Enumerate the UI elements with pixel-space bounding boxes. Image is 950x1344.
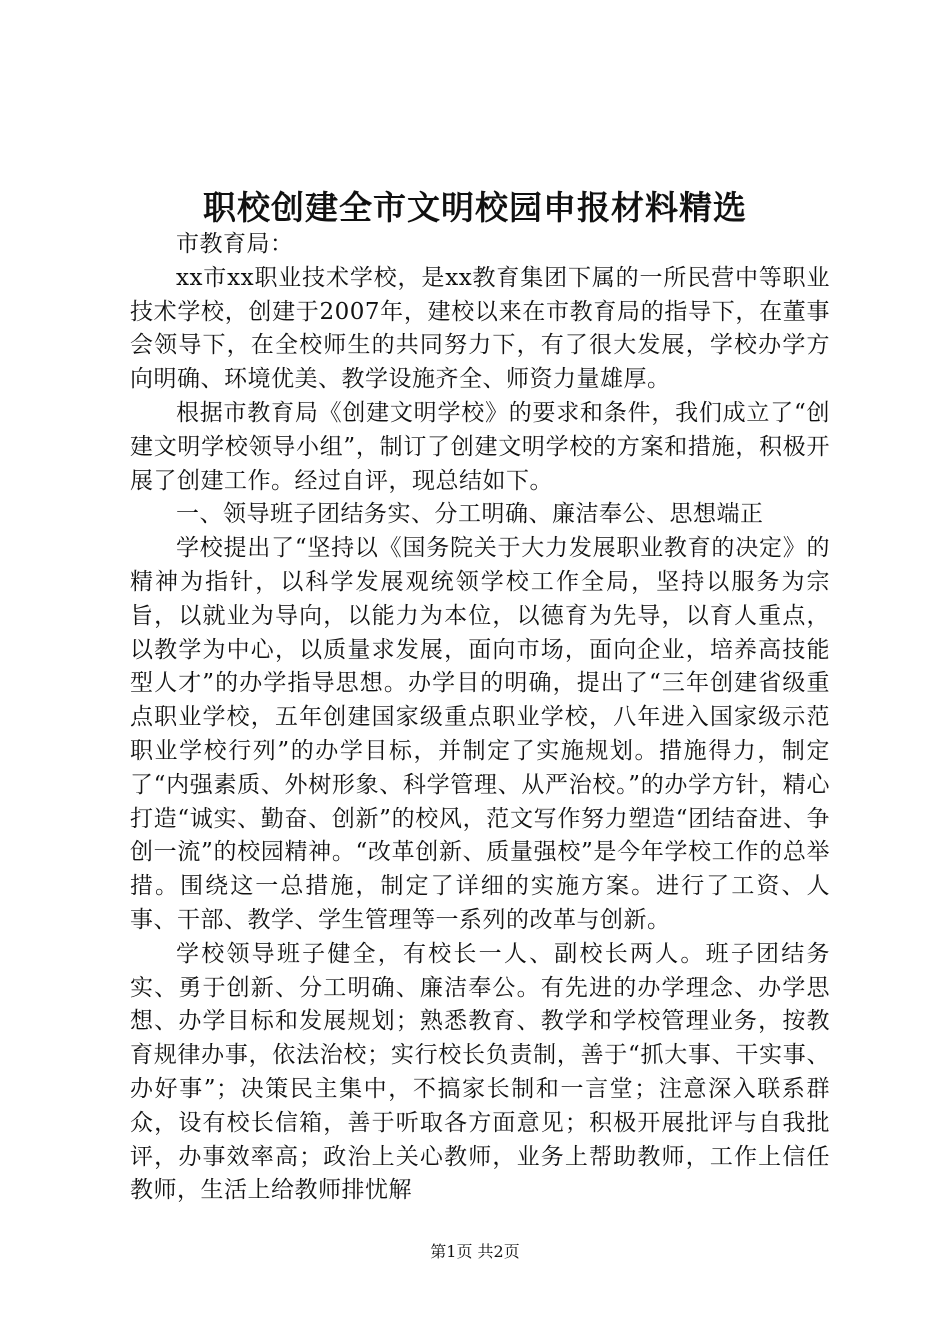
paragraph: xx市xx职业技术学校，是xx教育集团下属的一所民营中等职业技术学校，创建于2007年，建校以来在市教育局的指导下，在董事会领导下，在全校师生的共同努力下，有了很大发展，学校办学方向明确、环境优美、教学设施齐全、师资力量雄厚。 xyxy=(130,264,830,393)
paragraph: 学校领导班子健全，有校长一人、副校长两人。班子团结务实、勇于创新、分工明确、廉洁奉公。有先进的办学理念、办学思想、办学目标和发展规划；熟悉教育、教学和学校管理业务，按教育规律办事，依法治校；实行校长负责制，善于“抓大事、干实事、办好事”；决策民主集中，不搞家长制和一言堂；注意深入联系群众，设有校长信箱，善于听取各方面意见；积极开展批评与自我批评，办事效率高；政治上关心教师，业务上帮助教师，工作上信任教师，生活上给教师排忧解 xyxy=(130,940,830,1204)
document-title: 职校创建全市文明校园申报材料精选 xyxy=(203,188,747,227)
salutation: 市教育局： xyxy=(176,231,294,257)
paragraph: 学校提出了“坚持以《国务院关于大力发展职业教育的决定》的精神为指针，以科学发展观统领学校工作全局，坚持以服务为宗旨，以就业为导向，以能力为本位，以德育为先导，以育人重点，以教学为中心，以质量求发展，面向市场，面向企业，培养高技能型人才”的办学指导思想。办学目的明确，提出了“三年创建省级重点职业学校，五年创建国家级重点职业学校，八年进入国家级示范职业学校行列”的办学目标，并制定了实施规划。措施得力，制定了“内强素质、外树形象、科学管理、从严治校。”的办学方针，精心打造“诚实、勤奋、创新”的校风，范文写作努力塑造“团结奋进、争创一流”的校园精神。“改革创新、质量强校”是今年学校工作的总举措。围绕这一总措施，制定了详细的实施方案。进行了工资、人事、干部、教学、学生管理等一系列的改革与创新。 xyxy=(130,535,830,933)
page-footer: 第1页 共2页 xyxy=(430,1242,520,1261)
document-body xyxy=(130,228,830,1208)
paragraph: 根据市教育局《创建文明学校》的要求和条件，我们成立了“创建文明学校领导小组”，制订了创建文明学校的方案和措施，积极开展了创建工作。经过自评，现总结如下。 xyxy=(130,399,830,494)
section-heading: 一、领导班子团结务实、分工明确、廉洁奉公、思想端正 xyxy=(176,501,764,528)
